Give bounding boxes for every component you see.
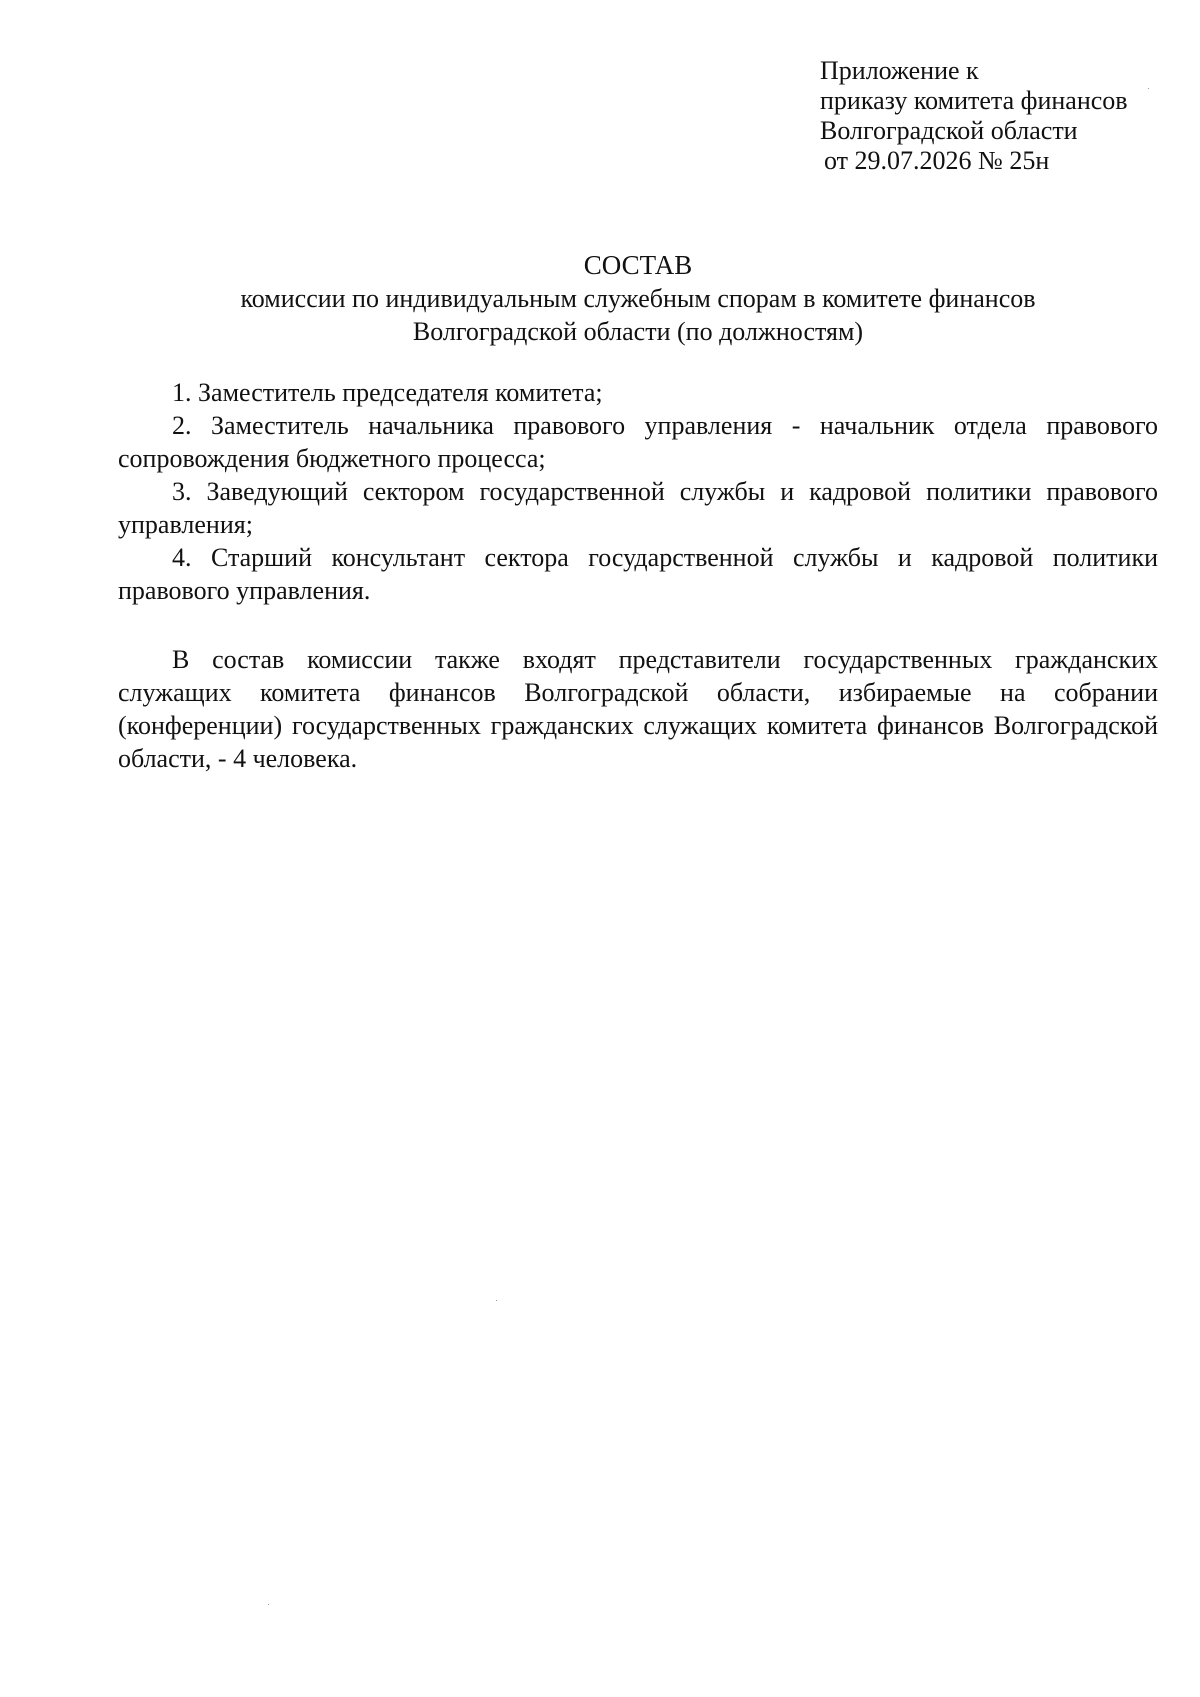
appendix-line-1: Приложение к xyxy=(820,56,979,85)
title-subtitle-line-2: Волгоградской области (по должностям) xyxy=(412,317,864,346)
list-item: 4. Старший консультант сектора государственной службы и кадровой политики правового управления. xyxy=(118,543,1158,605)
closing-paragraph-block xyxy=(118,643,1158,775)
title-subtitle-line-1: комиссии по индивидуальным служебным спорам в комитете финансов xyxy=(240,284,1036,313)
appendix-line-3: Волгоградской области xyxy=(820,116,1078,145)
appendix-order-date: от 29.07.2026 № 25н xyxy=(824,146,1050,175)
document-title xyxy=(118,250,1158,348)
membership-list xyxy=(118,376,1158,607)
appendix-line-2: приказу комитета финансов xyxy=(820,86,1128,115)
appendix-header xyxy=(820,56,1160,176)
scan-speck xyxy=(1148,88,1149,89)
closing-paragraph: В состав комиссии также входят представители государственных гражданских служащих комитета финансов Волгоградской области, избираемые на собрании (конференции) государственных гражданских служащих комитета финансов Волгоградской области, - 4 человека. xyxy=(118,645,1158,773)
list-item: 3. Заведующий сектором государственной службы и кадровой политики правового управления; xyxy=(118,477,1158,539)
list-item: 2. Заместитель начальника правового управления - начальник отдела правового сопровождения бюджетного процесса; xyxy=(118,411,1158,473)
title-heading: СОСТАВ xyxy=(583,250,693,280)
scan-speck xyxy=(268,1604,269,1605)
scan-speck xyxy=(496,1300,497,1301)
list-item: 1. Заместитель председателя комитета; xyxy=(172,378,603,407)
